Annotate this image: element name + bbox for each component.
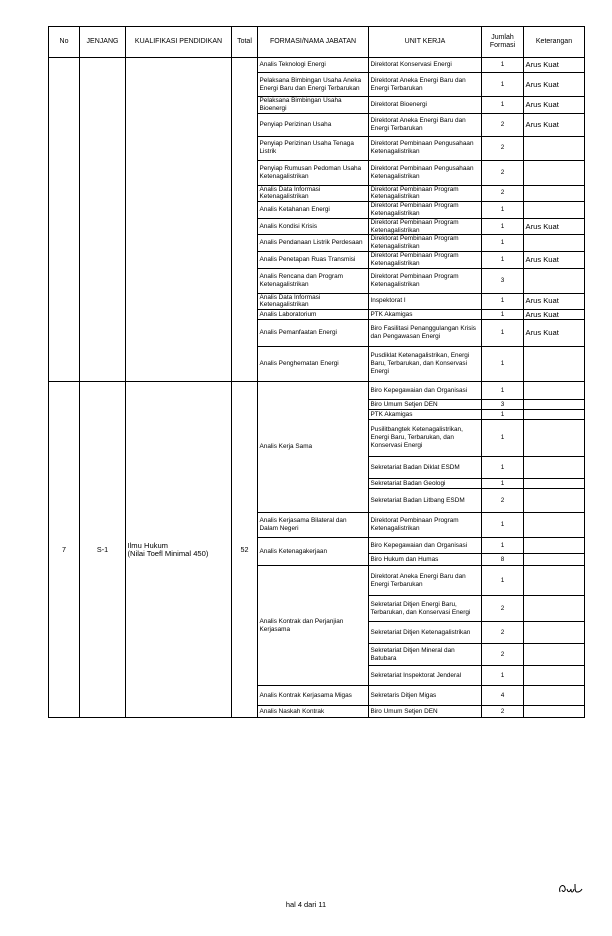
header-keterangan: Keterangan: [524, 27, 585, 58]
unit-kerja-cell: Biro Kepegawaian dan Organisasi: [369, 382, 482, 400]
unit-kerja-cell: Biro Umum Setjen DEN: [369, 400, 482, 410]
keterangan-cell: Arus Kuat: [524, 310, 585, 320]
unit-kerja-cell: Biro Umum Setjen DEN: [369, 706, 482, 718]
formasi-cell: Analis Penetapan Ruas Transmisi: [258, 251, 369, 268]
unit-kerja-cell: Direktorat Pembinaan Program Ketenagalistrikan: [369, 218, 482, 235]
formasi-cell: Analis Penghematan Energi: [258, 347, 369, 382]
keterangan-cell: [524, 566, 585, 596]
unit-kerja-cell: Sekretariat Inspektorat Jenderal: [369, 666, 482, 686]
keterangan-cell: [524, 347, 585, 382]
formasi-cell: Penyiap Rumusan Pedoman Usaha Ketenagalistrikan: [258, 160, 369, 185]
jumlah-cell: 2: [482, 136, 524, 160]
keterangan-cell: Arus Kuat: [524, 293, 585, 310]
keterangan-cell: Arus Kuat: [524, 320, 585, 347]
initial-signature: [556, 880, 584, 896]
unit-kerja-cell: Direktorat Konservasi Energi: [369, 58, 482, 73]
unit-kerja-cell: Direktorat Pembinaan Program Ketenagalistrikan: [369, 185, 482, 202]
formasi-cell: Pelaksana Bimbingan Usaha Aneka Energi Baru dan Energi Terbarukan: [258, 73, 369, 97]
keterangan-cell: [524, 686, 585, 706]
table-row: [49, 58, 585, 73]
jumlah-cell: 2: [482, 706, 524, 718]
keterangan-cell: Arus Kuat: [524, 251, 585, 268]
row-no: 7: [49, 382, 80, 718]
unit-kerja-cell: Inspektorat I: [369, 293, 482, 310]
jumlah-cell: 1: [482, 58, 524, 73]
jumlah-cell: 1: [482, 538, 524, 554]
unit-kerja-cell: Pusdiklat Ketenagalistrikan, Energi Baru, Terbarukan, dan Konservasi Energi: [369, 347, 482, 382]
jumlah-cell: 1: [482, 97, 524, 114]
unit-kerja-cell: Biro Fasilitasi Penanggulangan Krisis dan Pengawasan Energi: [369, 320, 482, 347]
row-total: [232, 58, 258, 382]
keterangan-cell: [524, 160, 585, 185]
jumlah-cell: 1: [482, 235, 524, 252]
keterangan-cell: [524, 706, 585, 718]
header-total: Total: [232, 27, 258, 58]
keterangan-cell: [524, 185, 585, 202]
unit-kerja-cell: Direktorat Pembinaan Pengusahaan Ketenagalistrikan: [369, 136, 482, 160]
unit-kerja-cell: Sekretariat Badan Litbang ESDM: [369, 489, 482, 513]
formasi-cell: Analis Naskah Kontrak: [258, 706, 369, 718]
jumlah-cell: 1: [482, 218, 524, 235]
formasi-cell: Analis Kerja Sama: [258, 382, 369, 513]
unit-kerja-cell: Direktorat Aneka Energi Baru dan Energi Terbarukan: [369, 73, 482, 97]
unit-kerja-cell: Direktorat Pembinaan Program Ketenagalistrikan: [369, 513, 482, 538]
keterangan-cell: Arus Kuat: [524, 97, 585, 114]
unit-kerja-cell: Biro Hukum dan Humas: [369, 554, 482, 566]
keterangan-cell: [524, 410, 585, 420]
jumlah-cell: 2: [482, 644, 524, 666]
unit-kerja-cell: Sekretariat Ditjen Ketenagalistrikan: [369, 622, 482, 644]
unit-kerja-cell: Direktorat Pembinaan Pengusahaan Ketenagalistrikan: [369, 160, 482, 185]
unit-kerja-cell: Direktorat Aneka Energi Baru dan Energi Terbarukan: [369, 113, 482, 136]
keterangan-cell: [524, 420, 585, 457]
jumlah-cell: 1: [482, 320, 524, 347]
unit-kerja-cell: Biro Kepegawaian dan Organisasi: [369, 538, 482, 554]
keterangan-cell: [524, 666, 585, 686]
unit-kerja-cell: PTK Akamigas: [369, 410, 482, 420]
unit-kerja-cell: Sekretaris Ditjen Migas: [369, 686, 482, 706]
row-no: [49, 58, 80, 382]
formasi-cell: Analis Kerjasama Bilateral dan Dalam Negeri: [258, 513, 369, 538]
formasi-cell: Analis Ketenagakerjaan: [258, 538, 369, 566]
formasi-cell: Analis Data Informasi Ketenagalistrikan: [258, 293, 369, 310]
keterangan-cell: [524, 538, 585, 554]
formasi-cell: Analis Kondisi Krisis: [258, 218, 369, 235]
formasi-cell: Pelaksana Bimbingan Usaha Bioenergi: [258, 97, 369, 114]
keterangan-cell: [524, 479, 585, 489]
jumlah-cell: 1: [482, 666, 524, 686]
formasi-cell: Analis Pemanfaatan Energi: [258, 320, 369, 347]
jumlah-cell: 2: [482, 622, 524, 644]
keterangan-cell: [524, 202, 585, 219]
keterangan-cell: [524, 400, 585, 410]
jumlah-cell: 1: [482, 420, 524, 457]
row-total: 52: [232, 382, 258, 718]
formasi-cell: Penyiap Perizinan Usaha Tenaga Listrik: [258, 136, 369, 160]
keterangan-cell: [524, 136, 585, 160]
unit-kerja-cell: PTK Akamigas: [369, 310, 482, 320]
keterangan-cell: [524, 268, 585, 293]
header-jumlah-formasi: Jumlah Formasi: [482, 27, 524, 58]
jumlah-cell: 8: [482, 554, 524, 566]
jumlah-cell: 1: [482, 382, 524, 400]
header-jenjang: JENJANG: [80, 27, 126, 58]
table-row: [49, 382, 585, 400]
unit-kerja-cell: Sekretariat Ditjen Energi Baru, Terbarukan, dan Konservasi Energi: [369, 596, 482, 622]
jumlah-cell: 3: [482, 400, 524, 410]
header-row: [49, 27, 585, 58]
keterangan-cell: [524, 489, 585, 513]
jumlah-cell: 1: [482, 513, 524, 538]
keterangan-cell: Arus Kuat: [524, 113, 585, 136]
keterangan-cell: [524, 554, 585, 566]
jumlah-cell: 1: [482, 479, 524, 489]
jumlah-cell: 2: [482, 596, 524, 622]
jumlah-cell: 1: [482, 457, 524, 479]
jumlah-cell: 1: [482, 347, 524, 382]
formasi-table: [48, 26, 585, 718]
keterangan-cell: [524, 596, 585, 622]
jumlah-cell: 2: [482, 185, 524, 202]
keterangan-cell: [524, 457, 585, 479]
keterangan-cell: [524, 644, 585, 666]
keterangan-cell: [524, 382, 585, 400]
unit-kerja-cell: Direktorat Pembinaan Program Ketenagalistrikan: [369, 268, 482, 293]
keterangan-cell: Arus Kuat: [524, 58, 585, 73]
unit-kerja-cell: Direktorat Aneka Energi Baru dan Energi Terbarukan: [369, 566, 482, 596]
formasi-cell: Analis Pendanaan Listrik Perdesaan: [258, 235, 369, 252]
header-kualifikasi: KUALIFIKASI PENDIDIKAN: [126, 27, 232, 58]
header-formasi: FORMASI/NAMA JABATAN: [258, 27, 369, 58]
formasi-cell: Analis Teknologi Energi: [258, 58, 369, 73]
unit-kerja-cell: Direktorat Bioenergi: [369, 97, 482, 114]
unit-kerja-cell: Sekretariat Ditjen Mineral dan Batubara: [369, 644, 482, 666]
formasi-cell: Analis Kontrak dan Perjanjian Kerjasama: [258, 566, 369, 686]
keterangan-cell: Arus Kuat: [524, 218, 585, 235]
kualifikasi-line: (Nilai Toefl Minimal 450): [127, 548, 209, 558]
jumlah-cell: 4: [482, 686, 524, 706]
jumlah-cell: 2: [482, 113, 524, 136]
jumlah-cell: 1: [482, 73, 524, 97]
unit-kerja-cell: Direktorat Pembinaan Program Ketenagalistrikan: [369, 251, 482, 268]
row-jenjang: [80, 58, 126, 382]
jumlah-cell: 2: [482, 489, 524, 513]
unit-kerja-cell: Direktorat Pembinaan Program Ketenagalistrikan: [369, 202, 482, 219]
row-kualifikasi: [126, 58, 232, 382]
formasi-cell: Analis Data Informasi Ketenagalistrikan: [258, 185, 369, 202]
formasi-cell: Analis Rencana dan Program Ketenagalistrikan: [258, 268, 369, 293]
row-kualifikasi: [126, 382, 232, 718]
keterangan-cell: [524, 513, 585, 538]
header-unit-kerja: UNIT KERJA: [369, 27, 482, 58]
formasi-cell: Analis Kontrak Kerjasama Migas: [258, 686, 369, 706]
unit-kerja-cell: Direktorat Pembinaan Program Ketenagalistrikan: [369, 235, 482, 252]
jumlah-cell: 1: [482, 293, 524, 310]
keterangan-cell: Arus Kuat: [524, 73, 585, 97]
page-number: hal 4 dari 11: [285, 900, 327, 909]
row-jenjang: S-1: [80, 382, 126, 718]
keterangan-cell: [524, 235, 585, 252]
keterangan-cell: [524, 622, 585, 644]
formasi-cell: Analis Laboratorium: [258, 310, 369, 320]
jumlah-cell: 1: [482, 251, 524, 268]
jumlah-cell: 1: [482, 310, 524, 320]
jumlah-cell: 3: [482, 268, 524, 293]
header-no: No: [49, 27, 80, 58]
unit-kerja-cell: Pusilitbangtek Ketenagalistrikan, Energi Baru, Terbarukan, dan Konservasi Energi: [369, 420, 482, 457]
formasi-cell: Analis Ketahanan Energi: [258, 202, 369, 219]
unit-kerja-cell: Sekretariat Badan Geologi: [369, 479, 482, 489]
jumlah-cell: 1: [482, 566, 524, 596]
jumlah-cell: 1: [482, 202, 524, 219]
formasi-cell: Penyiap Perizinan Usaha: [258, 113, 369, 136]
unit-kerja-cell: Sekretariat Badan Diklat ESDM: [369, 457, 482, 479]
jumlah-cell: 1: [482, 410, 524, 420]
jumlah-cell: 2: [482, 160, 524, 185]
kualifikasi-line: Ilmu Hukum: [127, 540, 169, 550]
